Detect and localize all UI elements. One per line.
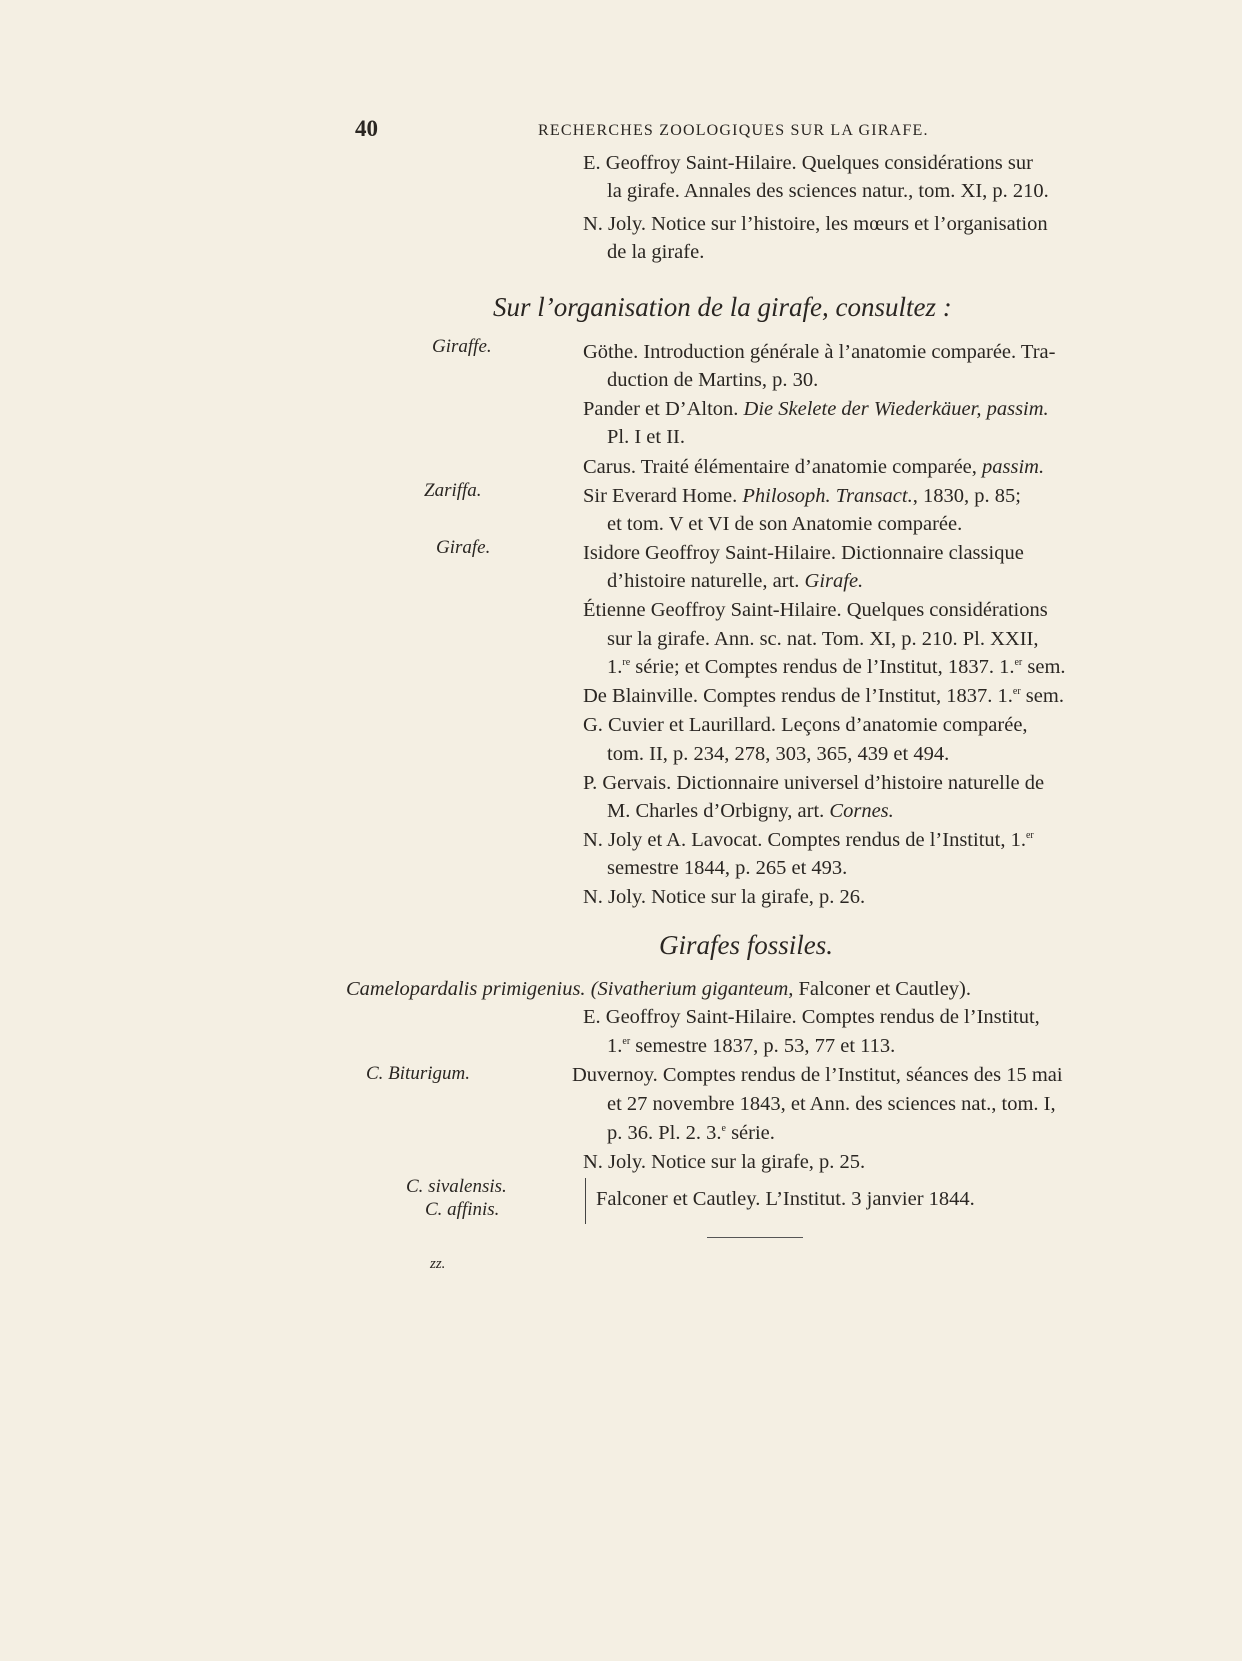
superscript: re xyxy=(622,657,631,668)
brace xyxy=(585,1178,586,1224)
species-authors: Falconer et Cautley). xyxy=(798,978,971,1000)
ref-line: Pl. I et II. xyxy=(607,426,685,448)
ref-text: 1. xyxy=(607,656,623,678)
ref-title: Die Skelete der Wiederkäuer, passim. xyxy=(743,398,1049,420)
ref-line: G. Cuvier et Laurillard. Leçons d’anatomie comparée, xyxy=(583,714,1028,736)
ref-line: de la girafe. xyxy=(607,241,705,263)
ref-line xyxy=(607,1120,775,1146)
ref-line xyxy=(583,827,1034,853)
ref-author: Pander et D’Alton. xyxy=(583,398,739,420)
ref-text: N. Joly et A. Lavocat. Comptes rendus de l’Institut, 1. xyxy=(583,829,1026,851)
ref-text: sem. xyxy=(1022,656,1066,678)
page-number: 40 xyxy=(355,116,378,141)
ref-line: E. Geoffroy Saint-Hilaire. Comptes rendus de l’Institut, xyxy=(583,1006,1040,1028)
ref-line xyxy=(583,396,1049,422)
ref-text: De Blainville. Comptes rendus de l’Institut, 1837. 1. xyxy=(583,685,1013,707)
ref-text: semestre 1837, p. 53, 77 et 113. xyxy=(630,1035,896,1057)
ref-line: Falconer et Cautley. L’Institut. 3 janvier 1844. xyxy=(596,1188,975,1210)
ref-title: Philosoph. Transact. xyxy=(742,485,913,507)
superscript: e xyxy=(721,1123,726,1134)
ref-text: sem. xyxy=(1020,685,1064,707)
species-name: Camelopardalis primigenius. xyxy=(346,978,586,1000)
ref-line: N. Joly. Notice sur la girafe, p. 26. xyxy=(583,886,866,908)
ref-line: duction de Martins, p. 30. xyxy=(607,369,819,391)
ref-italic: Cornes. xyxy=(829,800,894,822)
ref-line: semestre 1844, p. 265 et 493. xyxy=(607,857,848,879)
species-synonym: (Sivatherium giganteum, xyxy=(590,978,794,1000)
ref-line: Göthe. Introduction générale à l’anatomie comparée. Tra- xyxy=(583,341,1056,363)
ref-line: Duvernoy. Comptes rendus de l’Institut, séances des 15 mai xyxy=(572,1064,1063,1086)
ref-line: E. Geoffroy Saint-Hilaire. Quelques considérations sur xyxy=(583,152,1033,174)
ref-line xyxy=(607,798,894,824)
margin-label-zariffa: Zariffa. xyxy=(424,480,482,501)
superscript: er xyxy=(622,1036,631,1047)
superscript: er xyxy=(1014,657,1023,668)
ref-line: P. Gervais. Dictionnaire universel d’histoire naturelle de xyxy=(583,772,1045,794)
ref-line: Isidore Geoffroy Saint-Hilaire. Dictionnaire classique xyxy=(583,542,1024,564)
ref-line xyxy=(607,654,1066,680)
margin-label-biturigum: C. Biturigum. xyxy=(366,1063,470,1084)
superscript: er xyxy=(1025,830,1034,841)
ref-line: tom. II, p. 234, 278, 303, 365, 439 et 494. xyxy=(607,743,950,765)
ref-line xyxy=(583,454,1044,480)
ref-line: et tom. V et VI de son Anatomie comparée. xyxy=(607,513,963,535)
ref-text: p. 36. Pl. 2. 3. xyxy=(607,1122,722,1144)
margin-label-girafe: Girafe. xyxy=(436,537,491,558)
ref-text: 1. xyxy=(607,1035,623,1057)
ref-italic: Girafe. xyxy=(804,570,864,592)
margin-label-sivalensis: C. sivalensis. xyxy=(406,1176,507,1197)
ref-line: N. Joly. Notice sur la girafe, p. 25. xyxy=(583,1151,866,1173)
margin-label-affinis: C. affinis. xyxy=(425,1199,500,1220)
section-heading-organisation: Sur l’organisation de la girafe, consultez : xyxy=(493,292,952,322)
ref-line xyxy=(607,1033,895,1059)
ref-line: sur la girafe. Ann. sc. nat. Tom. XI, p. 210. Pl. XXII, xyxy=(607,628,1039,650)
ref-line xyxy=(583,483,1021,509)
ref-line: la girafe. Annales des sciences natur., tom. XI, p. 210. xyxy=(607,180,1049,202)
running-title: RECHERCHES ZOOLOGIQUES SUR LA GIRAFE. xyxy=(538,122,929,139)
ref-text: , 1830, p. 85; xyxy=(912,485,1021,507)
ref-line xyxy=(607,568,863,594)
ref-author: Sir Everard Home. xyxy=(583,485,738,507)
signature-mark: zz. xyxy=(430,1256,446,1272)
ref-line xyxy=(583,683,1064,709)
ref-text: M. Charles d’Orbigny, art. xyxy=(607,800,825,822)
ref-text: série; et Comptes rendus de l’Institut, 1837. 1. xyxy=(630,656,1015,678)
superscript: er xyxy=(1012,686,1021,697)
ref-text: série. xyxy=(725,1122,775,1144)
ref-italic: passim. xyxy=(982,456,1045,478)
section-heading-fossiles: Girafes fossiles. xyxy=(659,930,834,960)
ref-line: et 27 novembre 1843, et Ann. des sciences nat., tom. I, xyxy=(607,1093,1056,1115)
ref-line: N. Joly. Notice sur l’histoire, les mœurs et l’organisation xyxy=(583,213,1048,235)
margin-label-giraffe: Giraffe. xyxy=(432,336,492,357)
ref-line: Étienne Geoffroy Saint-Hilaire. Quelques considérations xyxy=(583,599,1048,621)
footer-rule xyxy=(707,1237,803,1238)
ref-text: Carus. Traité élémentaire d’anatomie comparée, xyxy=(583,456,977,478)
ref-text: d’histoire naturelle, art. xyxy=(607,570,800,592)
species-line xyxy=(346,976,971,1002)
